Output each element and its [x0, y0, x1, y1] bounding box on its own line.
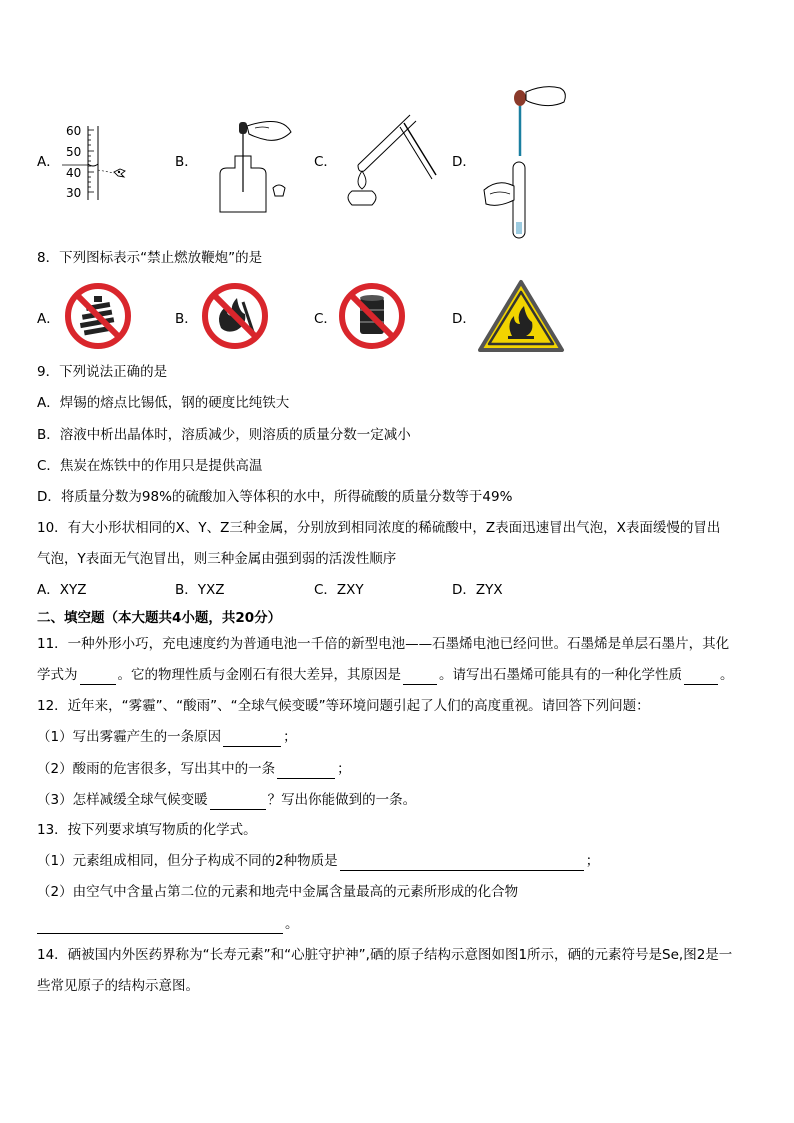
q7-option-b-label: B． — [175, 154, 198, 170]
q9-stem: 9．下列说法正确的是 — [37, 364, 168, 380]
q12-part-1 — [37, 727, 297, 747]
no-flammable-barrel-icon — [338, 282, 406, 350]
scale-tick-60: 60 — [66, 124, 82, 138]
q11-blank-formula[interactable] — [80, 670, 116, 685]
q11-blank-property[interactable] — [684, 670, 718, 685]
q13-blank-2[interactable] — [37, 919, 283, 934]
q11-text-b: 。它的物理性质与金刚石有很大差异，其原因是 — [117, 667, 401, 683]
q12-part-3 — [37, 790, 416, 810]
q12-part-3-end: ？写出你能做到的一条。 — [267, 792, 417, 808]
q11-line-2 — [37, 665, 734, 685]
q11-line-1: 11．一种外形小巧，充电速度约为普通电池一千倍的新型电池——石墨烯电池已经问世。石墨烯是单层石墨片，其化 — [37, 636, 730, 652]
q10-option-c: C．ZXY — [314, 582, 364, 598]
q12-part-3-text: （3）怎样减缓全球气候变暖 — [37, 792, 208, 808]
q12-stem: 12．近年来，“雾霾”、“酸雨”、“全球气候变暖”等环境问题引起了人们的高度重视。请回答下列问题： — [37, 698, 650, 714]
q13-part-2-answer — [37, 914, 299, 934]
q10-line-2: 气泡，Y表面无气泡冒出，则三种金属由强到弱的活泼性顺序 — [37, 551, 397, 567]
q13-part-1-text: （1）元素组成相同，但分子构成不同的2种物质是 — [37, 853, 338, 869]
q12-blank-3[interactable] — [210, 795, 266, 810]
q8-option-a-label: A． — [37, 311, 60, 327]
q9-option-d: D．将质量分数为98%的硫酸加入等体积的水中，所得硫酸的质量分数等于49% — [37, 489, 513, 505]
q12-blank-2[interactable] — [277, 764, 335, 779]
q10-option-a: A．XYZ — [37, 582, 87, 598]
q12-part-2 — [37, 759, 351, 779]
q11-text-a: 学式为 — [37, 667, 78, 683]
q7-option-d-label: D． — [452, 154, 476, 170]
q11-blank-reason[interactable] — [403, 670, 437, 685]
q11-text-d: 。 — [720, 667, 734, 683]
q10-line-1: 10．有大小形状相同的X、Y、Z三种金属，分别放到相同浓度的稀硫酸中，Z表面迅速冒出气泡，X表面缓慢的冒出 — [37, 520, 721, 536]
q12-part-2-end: ； — [337, 761, 351, 777]
section-2-heading: 二、填空题（本大题共4小题，共20分） — [37, 610, 282, 626]
q13-part-2: （2）由空气中含量占第二位的元素和地壳中金属含量最高的元素所形成的化合物 — [37, 884, 519, 900]
dropper-into-bottle-icon — [215, 112, 295, 216]
flammable-warning-icon — [476, 278, 566, 354]
q8-option-c-label: C． — [314, 311, 337, 327]
q10-option-d: D．ZYX — [452, 582, 503, 598]
scale-tick-30: 30 — [66, 186, 82, 200]
scale-tick-40: 40 — [66, 166, 82, 180]
q14-line-2: 些常见原子的结构示意图。 — [37, 978, 199, 994]
q8-option-b-label: B． — [175, 311, 198, 327]
no-open-flame-icon — [201, 282, 269, 350]
q12-part-1-text: （1）写出雾霾产生的一条原因 — [37, 729, 222, 745]
q11-text-c: 。请写出石墨烯可能具有的一种化学性质 — [439, 667, 682, 683]
q12-part-1-end: ； — [283, 729, 297, 745]
q13-stem: 13．按下列要求填写物质的化学式。 — [37, 822, 257, 838]
q13-part-2-end: 。 — [285, 916, 299, 932]
q9-option-b: B．溶液中析出晶体时，溶质减少，则溶质的质量分数一定减小 — [37, 427, 411, 443]
q8-option-d-label: D． — [452, 311, 476, 327]
q13-blank-1[interactable] — [340, 856, 584, 871]
heating-test-tube-icon — [340, 105, 440, 209]
q13-part-1-end: ； — [585, 853, 600, 869]
q12-blank-1[interactable] — [223, 732, 281, 747]
q9-option-c: C．焦炭在炼铁中的作用只是提供高温 — [37, 458, 263, 474]
q9-option-a: A．焊锡的熔点比锡低，钢的硬度比纯铁大 — [37, 395, 290, 411]
q7-option-a-label: A． — [37, 154, 60, 170]
q10-option-b: B．YXZ — [175, 582, 225, 598]
scale-tick-50: 50 — [66, 145, 82, 159]
q13-part-1 — [37, 851, 599, 871]
q12-part-2-text: （2）酸雨的危害很多，写出其中的一条 — [37, 761, 276, 777]
q14-line-1: 14．硒被国内外医药界称为“长寿元素”和“心脏守护神”,硒的原子结构示意图如图1所示，硒的元素符号是Se,图2是一 — [37, 947, 733, 963]
no-firecrackers-icon — [64, 282, 132, 350]
q7-option-c-label: C． — [314, 154, 337, 170]
dropper-into-test-tube-icon — [478, 82, 578, 242]
q8-stem: 8．下列图标表示“禁止燃放鞭炮”的是 — [37, 250, 263, 266]
